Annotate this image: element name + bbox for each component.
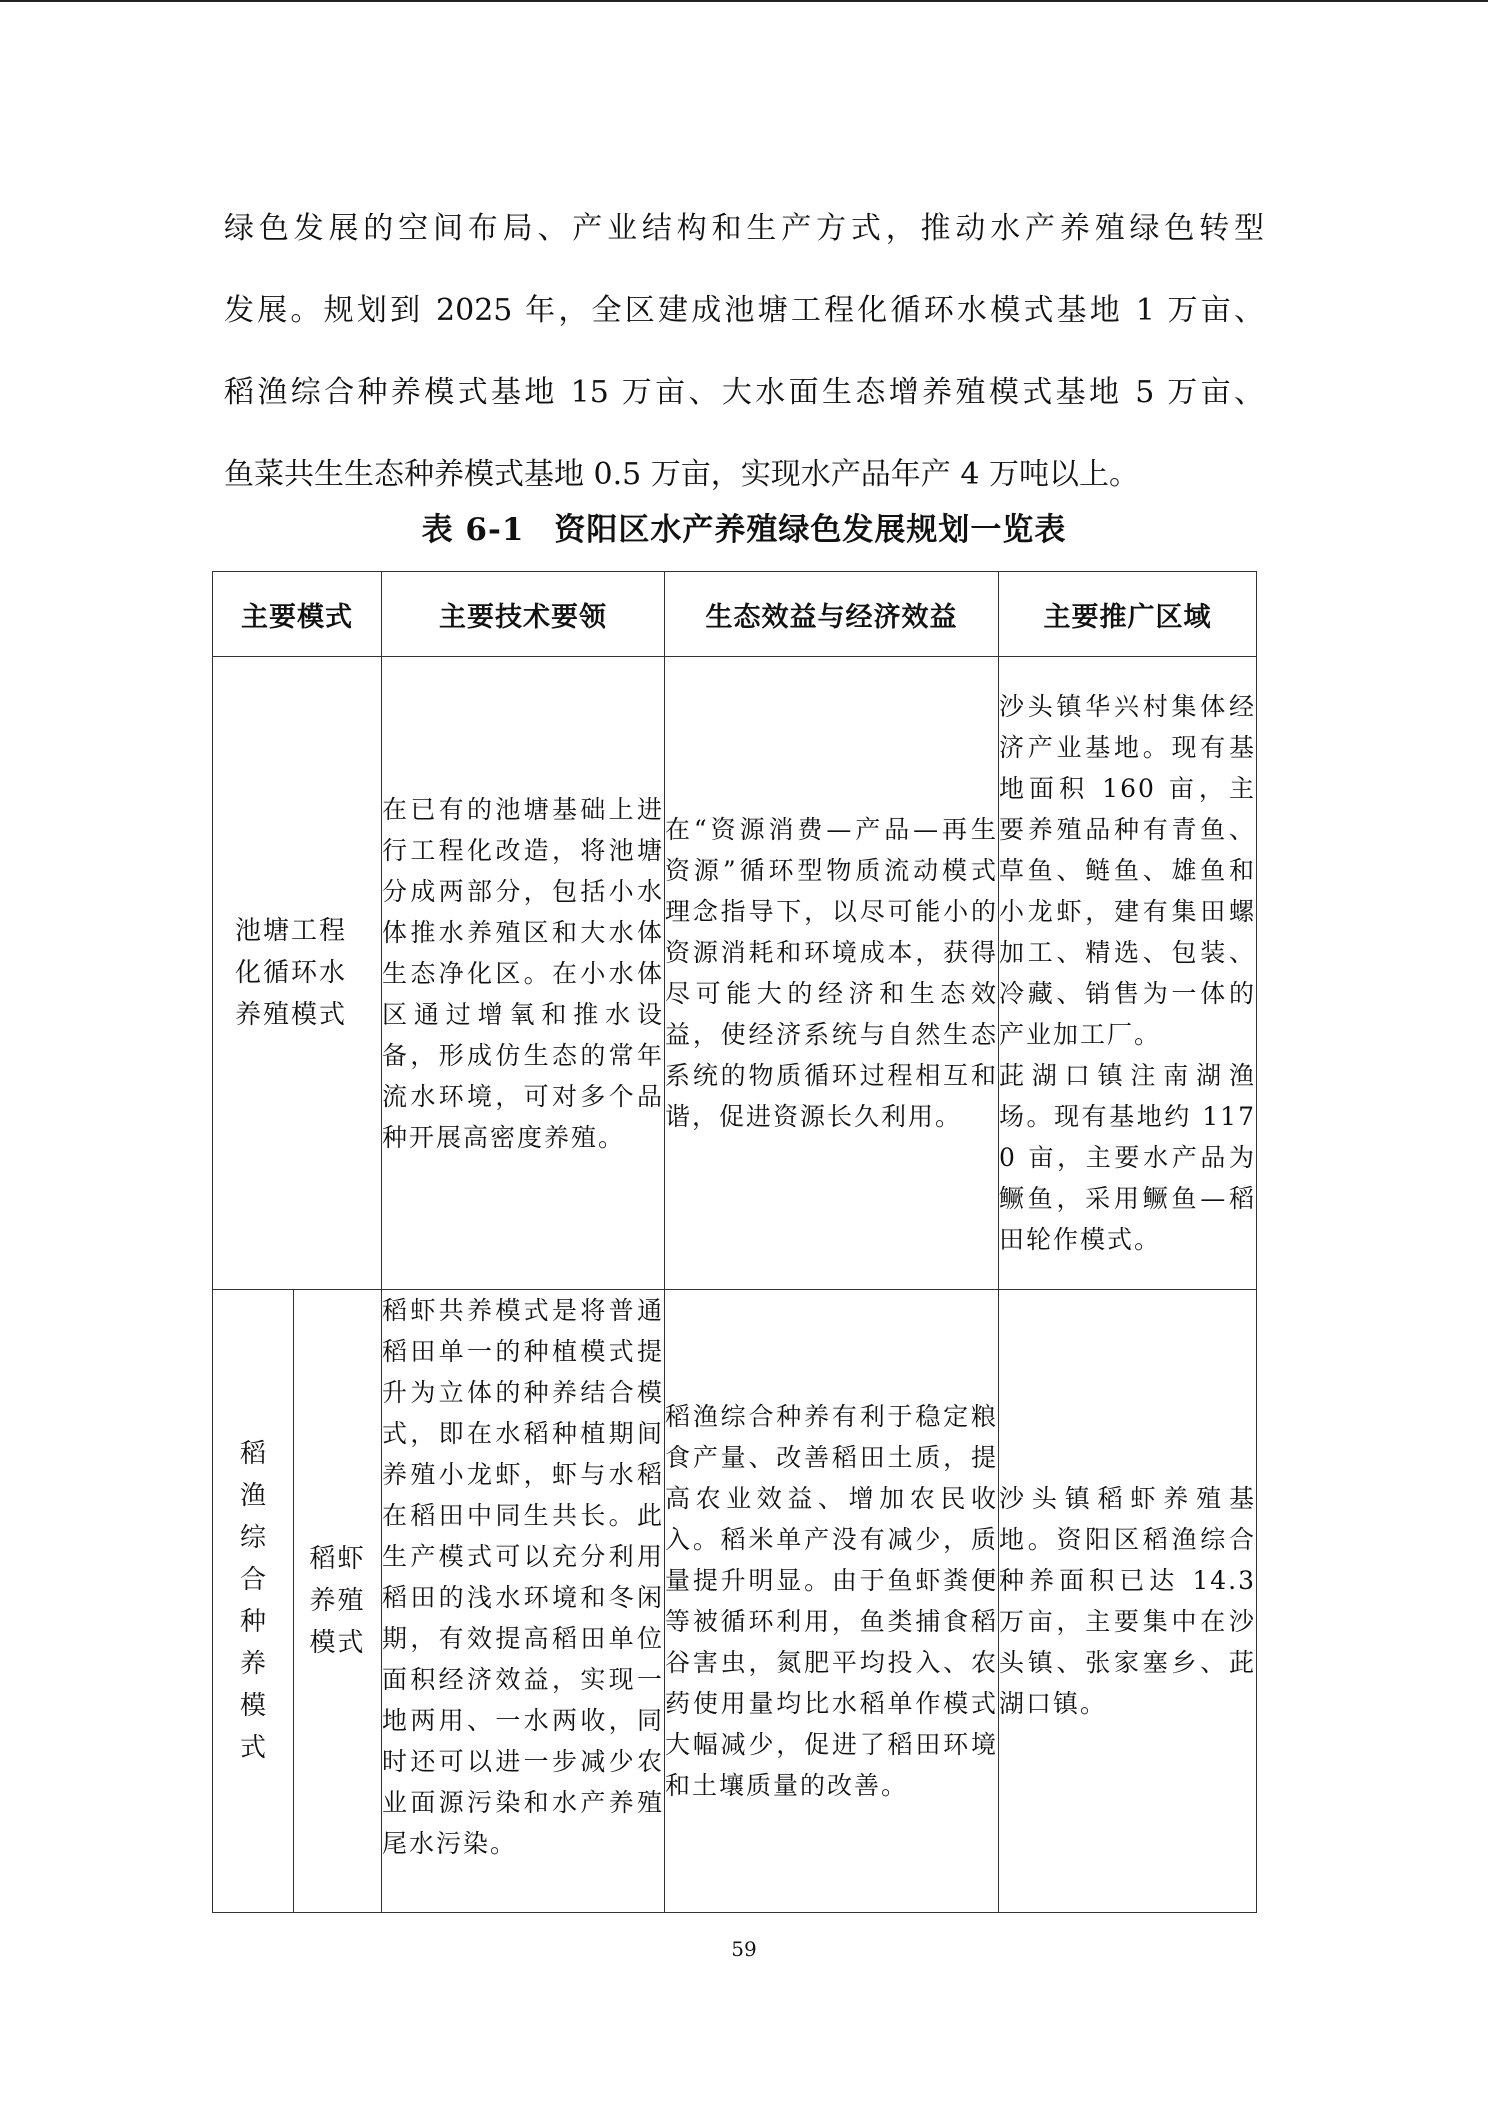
header-tech: 主要技术要领 <box>382 572 665 657</box>
table-row <box>213 1290 1257 1913</box>
mode-text: 稻渔综合种养模式 <box>240 1439 267 1763</box>
header-area: 主要推广区域 <box>999 572 1257 657</box>
mode-cell <box>213 657 382 1290</box>
body-paragraph <box>224 188 1264 516</box>
submode-text: 稻虾养殖模式 <box>309 1544 366 1658</box>
header-mode: 主要模式 <box>213 572 382 657</box>
area-cell: 沙头镇稻虾养殖基地。资阳区稻渔综合种养面积已达 14.3 万亩，主要集中在沙头镇、张家塞乡、茈湖口镇。 <box>999 1290 1257 1913</box>
top-border-line <box>0 0 1488 2</box>
benefit-cell: 在“资源消费—产品—再生资源”循环型物质流动模式理念指导下，以尽可能小的资源消耗和环境成本，获得尽可能大的经济和生态效益，使经济系统与自然生态系统的物质循环过程相互和谐，促进资源长久利用。 <box>665 657 999 1290</box>
mode-text: 池塘工程化循环水养殖模式 <box>235 916 348 1030</box>
paragraph-line: 鱼菜共生生态种养模式基地 0.5 万亩，实现水产品年产 4 万吨以上。 <box>224 457 1139 492</box>
page-number: 59 <box>731 1937 757 1961</box>
tech-cell: 在已有的池塘基础上进行工程化改造，将池塘分成两部分，包括小水体推水养殖区和大水体生态净化区。在小水体区通过增氧和推水设备，形成仿生态的常年流水环境，可对多个品种开展高密度养殖。 <box>382 657 665 1290</box>
area-text: 沙头镇华兴村集体经济产业基地。现有基地面积 160 亩，主要养殖品种有青鱼、草鱼、鲢鱼、雄鱼和小龙虾，建有集田螺加工、精选、包装、冷藏、销售为一体的产业加工厂。 <box>999 692 1256 1049</box>
header-benefit: 生态效益与经济效益 <box>665 572 999 657</box>
paragraph-line: 稻渔综合种养模式基地 15 万亩、大水面生态增养殖模式基地 5 万亩、 <box>224 375 1264 410</box>
table-header-row <box>213 572 1257 657</box>
tech-cell: 稻虾共养模式是将普通稻田单一的种植模式提升为立体的种养结合模式，即在水稻种植期间养殖小龙虾，虾与水稻在稻田中同生共长。此生产模式可以充分利用稻田的浅水环境和冬闲期，有效提高稻田单位面积经济效益，实现一地两用、一水两收，同时还可以进一步减少农业面源污染和水产养殖尾水污染。 <box>382 1290 665 1913</box>
table-caption-number: 表 6-1 <box>421 512 525 548</box>
area-cell <box>999 657 1257 1290</box>
table-row <box>213 657 1257 1290</box>
table-caption <box>224 500 1264 560</box>
benefit-cell: 稻渔综合种养有利于稳定粮食产量、改善稻田土质，提高农业效益、增加农民收入。稻米单产没有减少，质量提升明显。由于鱼虾粪便等被循环利用，鱼类捕食稻谷害虫，氮肥平均投入、农药使用量均比水稻单作模式大幅减少，促进了稻田环境和土壤质量的改善。 <box>665 1290 999 1913</box>
table-caption-title: 资阳区水产养殖绿色发展规划一览表 <box>554 512 1067 548</box>
paragraph-line: 绿色发展的空间布局、产业结构和生产方式，推动水产养殖绿色转型 <box>224 211 1264 246</box>
submode-cell <box>294 1290 382 1913</box>
paragraph-line: 发展。规划到 2025 年，全区建成池塘工程化循环水模式基地 1 万亩、 <box>224 293 1264 328</box>
area-text: 茈湖口镇注南湖渔场。现有基地约 1170 亩，主要水产品为鳜鱼，采用鳜鱼—稻田轮作模式。 <box>999 1061 1256 1254</box>
mode-cell <box>213 1290 294 1913</box>
plan-table <box>212 571 1257 1913</box>
